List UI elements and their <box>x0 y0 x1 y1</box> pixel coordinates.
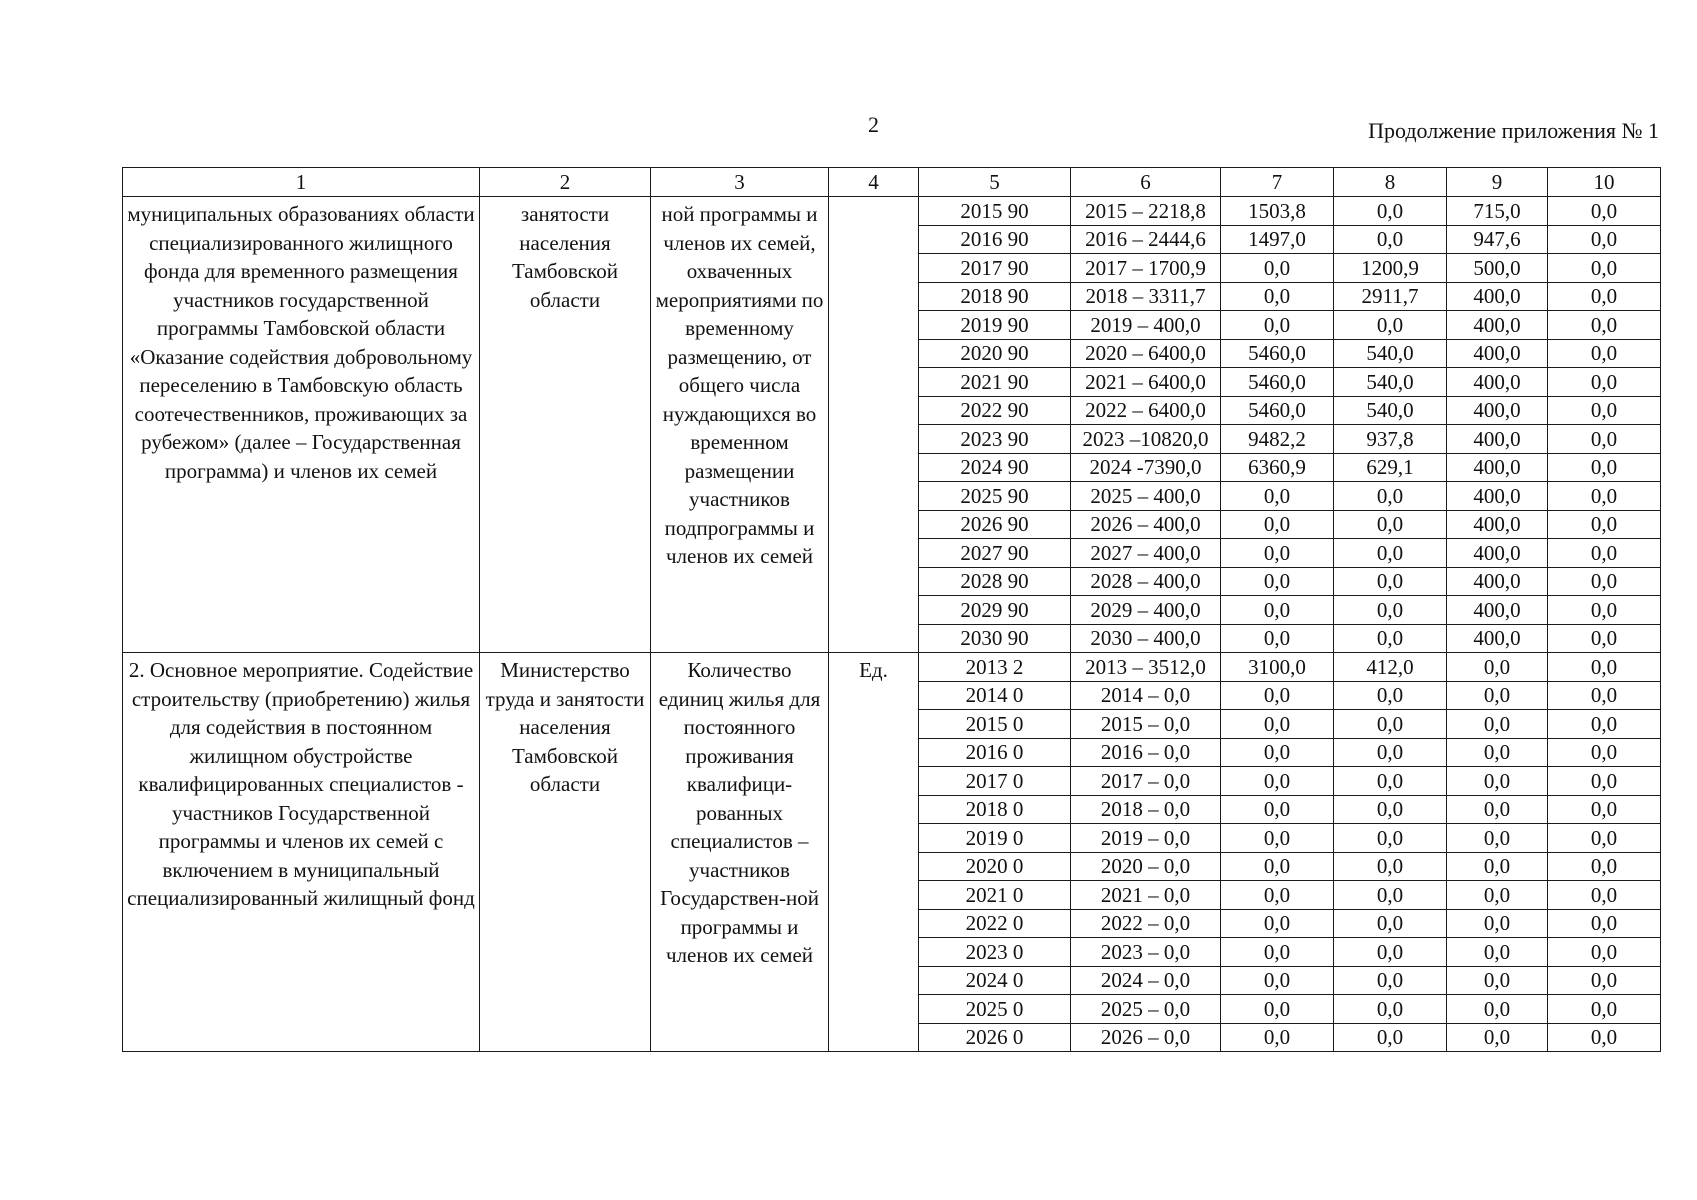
target-value-cell: 2025 90 <box>919 482 1071 511</box>
federal-budget-cell: 1497,0 <box>1221 225 1334 254</box>
federal-budget-cell: 0,0 <box>1221 311 1334 340</box>
regional-budget-cell: 540,0 <box>1334 339 1447 368</box>
local-budget-cell: 400,0 <box>1447 510 1548 539</box>
extrabudget-cell: 0,0 <box>1548 824 1661 853</box>
target-value-cell: 2017 0 <box>919 767 1071 796</box>
extrabudget-cell: 0,0 <box>1548 681 1661 710</box>
extrabudget-cell: 0,0 <box>1548 453 1661 482</box>
target-value-cell: 2021 0 <box>919 881 1071 910</box>
target-value-cell: 2017 90 <box>919 254 1071 283</box>
target-value-cell: 2026 0 <box>919 1023 1071 1052</box>
responsible-executor-cell: занятости населения Тамбовской области <box>480 197 651 653</box>
page-number: 2 <box>868 112 879 137</box>
target-value-cell: 2016 90 <box>919 225 1071 254</box>
unit-cell: Ед. <box>829 653 919 1052</box>
total-funding-cell: 2022 – 0,0 <box>1071 909 1221 938</box>
total-funding-cell: 2016 – 2444,6 <box>1071 225 1221 254</box>
regional-budget-cell: 0,0 <box>1334 596 1447 625</box>
federal-budget-cell: 0,0 <box>1221 254 1334 283</box>
total-funding-cell: 2015 – 2218,8 <box>1071 197 1221 226</box>
total-funding-cell: 2022 – 6400,0 <box>1071 396 1221 425</box>
federal-budget-cell: 5460,0 <box>1221 339 1334 368</box>
total-funding-cell: 2019 – 400,0 <box>1071 311 1221 340</box>
federal-budget-cell: 3100,0 <box>1221 653 1334 682</box>
total-funding-cell: 2016 – 0,0 <box>1071 738 1221 767</box>
local-budget-cell: 0,0 <box>1447 852 1548 881</box>
responsible-executor-cell: Министерство труда и занятости населения Тамбовской области <box>480 653 651 1052</box>
local-budget-cell: 400,0 <box>1447 539 1548 568</box>
federal-budget-cell: 0,0 <box>1221 482 1334 511</box>
extrabudget-cell: 0,0 <box>1548 852 1661 881</box>
regional-budget-cell: 0,0 <box>1334 767 1447 796</box>
extrabudget-cell: 0,0 <box>1548 966 1661 995</box>
column-number-row <box>123 168 1661 197</box>
local-budget-cell: 0,0 <box>1447 653 1548 682</box>
total-funding-cell: 2024 -7390,0 <box>1071 453 1221 482</box>
local-budget-cell: 400,0 <box>1447 482 1548 511</box>
local-budget-cell: 0,0 <box>1447 1023 1548 1052</box>
federal-budget-cell: 0,0 <box>1221 1023 1334 1052</box>
total-funding-cell: 2030 – 400,0 <box>1071 624 1221 653</box>
activity-description-cell: 2. Основное мероприятие. Содействие строительству (приобретению) жилья для содействия в постоянном жилищном обустройстве квалифицированных специалистов - участников Государственной программы и членов их семей с включением в муниципальный специализированный жилищный фонд <box>123 653 480 1052</box>
local-budget-cell: 0,0 <box>1447 938 1548 967</box>
federal-budget-cell: 0,0 <box>1221 624 1334 653</box>
federal-budget-cell: 0,0 <box>1221 567 1334 596</box>
total-funding-cell: 2026 – 0,0 <box>1071 1023 1221 1052</box>
regional-budget-cell: 0,0 <box>1334 795 1447 824</box>
total-funding-cell: 2018 – 3311,7 <box>1071 282 1221 311</box>
target-value-cell: 2015 0 <box>919 710 1071 739</box>
local-budget-cell: 0,0 <box>1447 995 1548 1024</box>
extrabudget-cell: 0,0 <box>1548 225 1661 254</box>
federal-budget-cell: 0,0 <box>1221 596 1334 625</box>
federal-budget-cell: 0,0 <box>1221 966 1334 995</box>
local-budget-cell: 400,0 <box>1447 282 1548 311</box>
header-cell: 3 <box>651 168 829 197</box>
federal-budget-cell: 9482,2 <box>1221 425 1334 454</box>
header-cell: 5 <box>919 168 1071 197</box>
extrabudget-cell: 0,0 <box>1548 339 1661 368</box>
total-funding-cell: 2018 – 0,0 <box>1071 795 1221 824</box>
total-funding-cell: 2019 – 0,0 <box>1071 824 1221 853</box>
federal-budget-cell: 0,0 <box>1221 824 1334 853</box>
total-funding-cell: 2025 – 0,0 <box>1071 995 1221 1024</box>
federal-budget-cell: 0,0 <box>1221 738 1334 767</box>
regional-budget-cell: 412,0 <box>1334 653 1447 682</box>
extrabudget-cell: 0,0 <box>1548 909 1661 938</box>
federal-budget-cell: 0,0 <box>1221 852 1334 881</box>
federal-budget-cell: 1503,8 <box>1221 197 1334 226</box>
local-budget-cell: 0,0 <box>1447 881 1548 910</box>
local-budget-cell: 400,0 <box>1447 453 1548 482</box>
extrabudget-cell: 0,0 <box>1548 738 1661 767</box>
total-funding-cell: 2024 – 0,0 <box>1071 966 1221 995</box>
extrabudget-cell: 0,0 <box>1548 254 1661 283</box>
federal-budget-cell: 5460,0 <box>1221 396 1334 425</box>
regional-budget-cell: 0,0 <box>1334 567 1447 596</box>
regional-budget-cell: 0,0 <box>1334 852 1447 881</box>
table-row <box>123 197 1661 226</box>
activity-description-cell: муниципальных образованиях области специализированного жилищного фонда для временного размещения участников государственной программы Тамбовской области «Оказание содействия добровольному переселению в Тамбовскую область соотечественников, проживающих за рубежом» (далее – Государственная программа) и членов их семей <box>123 197 480 653</box>
total-funding-cell: 2020 – 6400,0 <box>1071 339 1221 368</box>
regional-budget-cell: 540,0 <box>1334 396 1447 425</box>
header-cell: 6 <box>1071 168 1221 197</box>
target-value-cell: 2020 0 <box>919 852 1071 881</box>
local-budget-cell: 400,0 <box>1447 624 1548 653</box>
total-funding-cell: 2025 – 400,0 <box>1071 482 1221 511</box>
extrabudget-cell: 0,0 <box>1548 881 1661 910</box>
local-budget-cell: 0,0 <box>1447 795 1548 824</box>
extrabudget-cell: 0,0 <box>1548 510 1661 539</box>
extrabudget-cell: 0,0 <box>1548 311 1661 340</box>
regional-budget-cell: 0,0 <box>1334 938 1447 967</box>
extrabudget-cell: 0,0 <box>1548 567 1661 596</box>
indicator-name-cell: ной программы и членов их семей, охваченных мероприятиями по временному размещению, от общего числа нуждающихся во временном размещении участников подпрограммы и членов их семей <box>651 197 829 653</box>
unit-cell <box>829 197 919 653</box>
continuation-caption: Продолжение приложения № 1 <box>1368 118 1659 143</box>
regional-budget-cell: 0,0 <box>1334 738 1447 767</box>
local-budget-cell: 947,6 <box>1447 225 1548 254</box>
extrabudget-cell: 0,0 <box>1548 596 1661 625</box>
target-value-cell: 2022 90 <box>919 396 1071 425</box>
local-budget-cell: 0,0 <box>1447 681 1548 710</box>
regional-budget-cell: 0,0 <box>1334 681 1447 710</box>
federal-budget-cell: 0,0 <box>1221 767 1334 796</box>
federal-budget-cell: 0,0 <box>1221 795 1334 824</box>
local-budget-cell: 400,0 <box>1447 311 1548 340</box>
total-funding-cell: 2021 – 6400,0 <box>1071 368 1221 397</box>
target-value-cell: 2014 0 <box>919 681 1071 710</box>
regional-budget-cell: 0,0 <box>1334 482 1447 511</box>
table-row <box>123 653 1661 682</box>
federal-budget-cell: 0,0 <box>1221 938 1334 967</box>
local-budget-cell: 0,0 <box>1447 767 1548 796</box>
extrabudget-cell: 0,0 <box>1548 282 1661 311</box>
regional-budget-cell: 540,0 <box>1334 368 1447 397</box>
total-funding-cell: 2017 – 1700,9 <box>1071 254 1221 283</box>
regional-budget-cell: 0,0 <box>1334 311 1447 340</box>
total-funding-cell: 2027 – 400,0 <box>1071 539 1221 568</box>
target-value-cell: 2022 0 <box>919 909 1071 938</box>
local-budget-cell: 0,0 <box>1447 738 1548 767</box>
target-value-cell: 2023 0 <box>919 938 1071 967</box>
regional-budget-cell: 0,0 <box>1334 197 1447 226</box>
header-cell: 8 <box>1334 168 1447 197</box>
local-budget-cell: 400,0 <box>1447 339 1548 368</box>
total-funding-cell: 2028 – 400,0 <box>1071 567 1221 596</box>
federal-budget-cell: 5460,0 <box>1221 368 1334 397</box>
local-budget-cell: 500,0 <box>1447 254 1548 283</box>
regional-budget-cell: 1200,9 <box>1334 254 1447 283</box>
total-funding-cell: 2015 – 0,0 <box>1071 710 1221 739</box>
target-value-cell: 2030 90 <box>919 624 1071 653</box>
federal-budget-cell: 6360,9 <box>1221 453 1334 482</box>
total-funding-cell: 2013 – 3512,0 <box>1071 653 1221 682</box>
header-cell: 4 <box>829 168 919 197</box>
target-value-cell: 2024 90 <box>919 453 1071 482</box>
target-value-cell: 2018 0 <box>919 795 1071 824</box>
total-funding-cell: 2023 –10820,0 <box>1071 425 1221 454</box>
header-cell: 1 <box>123 168 480 197</box>
local-budget-cell: 0,0 <box>1447 966 1548 995</box>
regional-budget-cell: 0,0 <box>1334 824 1447 853</box>
total-funding-cell: 2029 – 400,0 <box>1071 596 1221 625</box>
federal-budget-cell: 0,0 <box>1221 681 1334 710</box>
regional-budget-cell: 0,0 <box>1334 624 1447 653</box>
extrabudget-cell: 0,0 <box>1548 396 1661 425</box>
regional-budget-cell: 0,0 <box>1334 225 1447 254</box>
target-value-cell: 2019 90 <box>919 311 1071 340</box>
local-budget-cell: 400,0 <box>1447 596 1548 625</box>
local-budget-cell: 0,0 <box>1447 824 1548 853</box>
federal-budget-cell: 0,0 <box>1221 995 1334 1024</box>
target-value-cell: 2023 90 <box>919 425 1071 454</box>
regional-budget-cell: 0,0 <box>1334 995 1447 1024</box>
target-value-cell: 2015 90 <box>919 197 1071 226</box>
total-funding-cell: 2017 – 0,0 <box>1071 767 1221 796</box>
federal-budget-cell: 0,0 <box>1221 282 1334 311</box>
local-budget-cell: 400,0 <box>1447 368 1548 397</box>
federal-budget-cell: 0,0 <box>1221 710 1334 739</box>
header-cell: 2 <box>480 168 651 197</box>
header-cell: 7 <box>1221 168 1334 197</box>
table-body <box>123 168 1661 1052</box>
federal-budget-cell: 0,0 <box>1221 510 1334 539</box>
extrabudget-cell: 0,0 <box>1548 482 1661 511</box>
target-value-cell: 2013 2 <box>919 653 1071 682</box>
total-funding-cell: 2014 – 0,0 <box>1071 681 1221 710</box>
local-budget-cell: 715,0 <box>1447 197 1548 226</box>
regional-budget-cell: 0,0 <box>1334 510 1447 539</box>
total-funding-cell: 2021 – 0,0 <box>1071 881 1221 910</box>
local-budget-cell: 400,0 <box>1447 567 1548 596</box>
program-table <box>122 167 1661 1052</box>
regional-budget-cell: 0,0 <box>1334 539 1447 568</box>
extrabudget-cell: 0,0 <box>1548 425 1661 454</box>
total-funding-cell: 2026 – 400,0 <box>1071 510 1221 539</box>
federal-budget-cell: 0,0 <box>1221 881 1334 910</box>
header-cell: 10 <box>1548 168 1661 197</box>
target-value-cell: 2027 90 <box>919 539 1071 568</box>
extrabudget-cell: 0,0 <box>1548 1023 1661 1052</box>
extrabudget-cell: 0,0 <box>1548 995 1661 1024</box>
target-value-cell: 2020 90 <box>919 339 1071 368</box>
extrabudget-cell: 0,0 <box>1548 539 1661 568</box>
regional-budget-cell: 629,1 <box>1334 453 1447 482</box>
local-budget-cell: 0,0 <box>1447 710 1548 739</box>
target-value-cell: 2029 90 <box>919 596 1071 625</box>
target-value-cell: 2021 90 <box>919 368 1071 397</box>
target-value-cell: 2025 0 <box>919 995 1071 1024</box>
target-value-cell: 2018 90 <box>919 282 1071 311</box>
regional-budget-cell: 0,0 <box>1334 710 1447 739</box>
regional-budget-cell: 0,0 <box>1334 881 1447 910</box>
regional-budget-cell: 0,0 <box>1334 966 1447 995</box>
header-cell: 9 <box>1447 168 1548 197</box>
extrabudget-cell: 0,0 <box>1548 624 1661 653</box>
extrabudget-cell: 0,0 <box>1548 653 1661 682</box>
extrabudget-cell: 0,0 <box>1548 710 1661 739</box>
indicator-name-cell: Количество единиц жилья для постоянного проживания квалифици-рованных специалистов – участников Государствен-ной программы и членов их семей <box>651 653 829 1052</box>
total-funding-cell: 2020 – 0,0 <box>1071 852 1221 881</box>
federal-budget-cell: 0,0 <box>1221 539 1334 568</box>
local-budget-cell: 400,0 <box>1447 425 1548 454</box>
extrabudget-cell: 0,0 <box>1548 938 1661 967</box>
federal-budget-cell: 0,0 <box>1221 909 1334 938</box>
local-budget-cell: 0,0 <box>1447 909 1548 938</box>
target-value-cell: 2024 0 <box>919 966 1071 995</box>
extrabudget-cell: 0,0 <box>1548 197 1661 226</box>
extrabudget-cell: 0,0 <box>1548 767 1661 796</box>
target-value-cell: 2026 90 <box>919 510 1071 539</box>
extrabudget-cell: 0,0 <box>1548 368 1661 397</box>
regional-budget-cell: 2911,7 <box>1334 282 1447 311</box>
regional-budget-cell: 937,8 <box>1334 425 1447 454</box>
local-budget-cell: 400,0 <box>1447 396 1548 425</box>
target-value-cell: 2028 90 <box>919 567 1071 596</box>
regional-budget-cell: 0,0 <box>1334 1023 1447 1052</box>
extrabudget-cell: 0,0 <box>1548 795 1661 824</box>
target-value-cell: 2019 0 <box>919 824 1071 853</box>
total-funding-cell: 2023 – 0,0 <box>1071 938 1221 967</box>
regional-budget-cell: 0,0 <box>1334 909 1447 938</box>
target-value-cell: 2016 0 <box>919 738 1071 767</box>
